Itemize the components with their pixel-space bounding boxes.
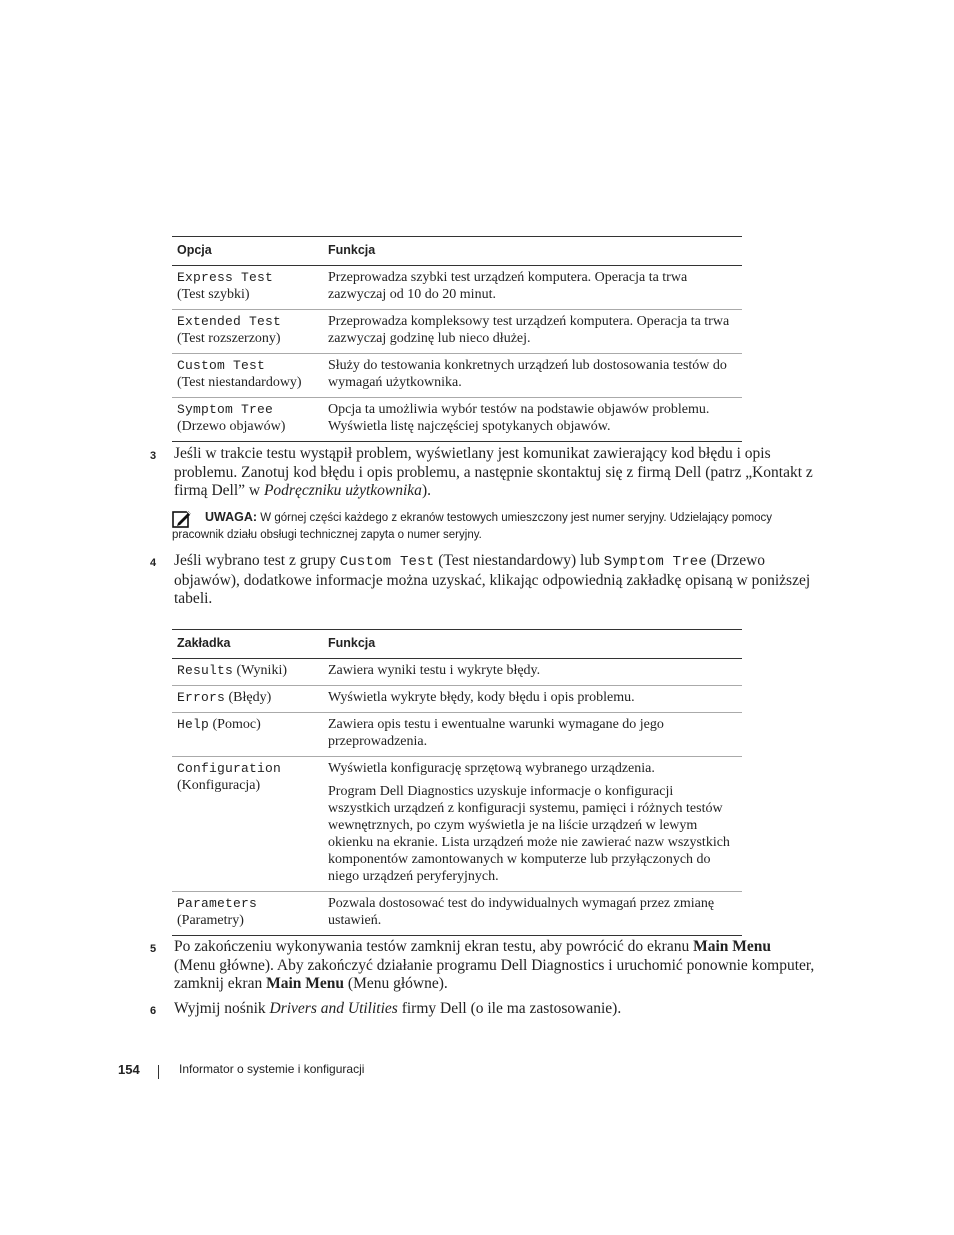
- step-text: Jeśli wybrano test z grupy Custom Test (Test niestandardowy) lub Symptom Tree (Drzewo objawów), dodatkowe informacje można uzyskać, klikając odpowiednią zakładkę opisaną w poniższej tabeli.: [174, 552, 811, 607]
- tab-description: Program Dell Diagnostics uzyskuje informacje o konfiguracji wszystkich urządzeń z konfiguracji systemu, pamięci i różnych testów wewnętrznych, po czym wyświetla je na liście urządzeń w lewym okienku na ekranie. Lista urządzeń może nie zawierać nazw wszystkich komponentów zamontowanych w komputerze lub przyłączonych do niego urządzeń peryferyjnych.: [328, 784, 730, 884]
- table-header: Zakładka: [172, 630, 323, 659]
- step-number: 3: [150, 450, 157, 462]
- option-description: Przeprowadza kompleksowy test urządzeń komputera. Operacja ta trwa zazwyczaj godzinę lub nieco dłużej.: [323, 310, 742, 354]
- option-name: (Test szybki): [177, 287, 250, 302]
- option-name: (Test niestandardowy): [177, 375, 302, 390]
- tab-name: (Wyniki): [233, 663, 287, 678]
- tab-code: Help: [177, 717, 210, 732]
- option-code: Express Test: [177, 270, 274, 285]
- table-row: [172, 354, 742, 398]
- step-4: [150, 552, 815, 609]
- tab-name: (Parametry): [177, 913, 244, 928]
- note-text: W górnej części każdego z ekranów testowych umieszczony jest numer seryjny. Udzielający pomocy pracownik działu obsługi technicznej zapyta o numer seryjny.: [172, 512, 773, 541]
- option-description: Przeprowadza szybki test urządzeń komputera. Operacja ta trwa zazwyczaj od 10 do 20 minut.: [323, 266, 742, 310]
- tab-description: Wyświetla wykryte błędy, kody błędu i opis problemu.: [328, 690, 635, 705]
- step-number: 6: [150, 1005, 157, 1017]
- option-name: (Drzewo objawów): [177, 419, 286, 434]
- footer-divider: [158, 1065, 159, 1079]
- table-header: Funkcja: [323, 237, 742, 266]
- table-row: [172, 398, 742, 442]
- table-row: [172, 686, 742, 713]
- tab-code: Results: [177, 663, 234, 678]
- step-6: [150, 1000, 815, 1019]
- tabs-table: [172, 629, 742, 936]
- option-code: Extended Test: [177, 314, 282, 329]
- step-text: Wyjmij nośnik Drivers and Utilities firmy Dell (o ile ma zastosowanie).: [174, 1000, 622, 1017]
- table-row: [172, 757, 742, 892]
- step-number: 4: [150, 557, 157, 569]
- step-3: [150, 445, 815, 501]
- step-number: 5: [150, 943, 157, 955]
- step-5: [150, 938, 815, 994]
- tab-name: (Pomoc): [209, 717, 261, 732]
- step-text: Jeśli w trakcie testu wystąpił problem, wyświetlany jest komunikat zawierający kod błędu i opis problemu. Zanotuj kod błędu i opis problemu, a następnie skontaktuj się z firmą Dell (patrz „Kontakt z firmą Dell” w Podręczniku użytkownika).: [174, 445, 813, 499]
- table-row: [172, 713, 742, 757]
- table-row: [172, 310, 742, 354]
- option-description: Opcja ta umożliwia wybór testów na podstawie objawów problemu. Wyświetla listę najczęściej spotykanych objawów.: [323, 398, 742, 442]
- table-row: [172, 659, 742, 686]
- tab-name: (Konfiguracja): [177, 778, 261, 793]
- footer-title: Informator o systemie i konfiguracji: [179, 1062, 365, 1076]
- options-table: [172, 236, 742, 442]
- option-code: Custom Test: [177, 358, 266, 373]
- page-number: 154: [118, 1062, 140, 1077]
- tab-description: Pozwala dostosować test do indywidualnych wymagań przez zmianę ustawień.: [328, 896, 715, 928]
- note-pencil-icon: [172, 510, 192, 528]
- tab-description: Zawiera wyniki testu i wykryte błędy.: [328, 663, 541, 678]
- tab-name: (Błędy): [225, 690, 272, 705]
- table-header: Opcja: [172, 237, 323, 266]
- note-label: UWAGA:: [205, 510, 258, 524]
- table-row: [172, 266, 742, 310]
- tab-description: Zawiera opis testu i ewentualne warunki wymagane do jego przeprowadzenia.: [328, 717, 664, 749]
- tab-code: Errors: [177, 690, 226, 705]
- option-description: Służy do testowania konkretnych urządzeń lub dostosowania testów do wymagań użytkownika.: [323, 354, 742, 398]
- option-code: Symptom Tree: [177, 402, 274, 417]
- tab-code: Parameters: [177, 896, 258, 911]
- table-row: [172, 892, 742, 936]
- tab-description: Wyświetla konfigurację sprzętową wybranego urządzenia.: [328, 761, 655, 776]
- note-box: [172, 509, 797, 544]
- table-header: Funkcja: [323, 630, 742, 659]
- tab-code: Configuration: [177, 761, 282, 776]
- option-name: (Test rozszerzony): [177, 331, 281, 346]
- page-footer: [118, 1062, 365, 1077]
- step-text: Po zakończeniu wykonywania testów zamknij ekran testu, aby powrócić do ekranu Main Menu (Menu główne). Aby zakończyć działanie programu Dell Diagnostics i uruchomić ponownie komputer, zamknij ekran Main Menu (Menu główne).: [174, 938, 815, 992]
